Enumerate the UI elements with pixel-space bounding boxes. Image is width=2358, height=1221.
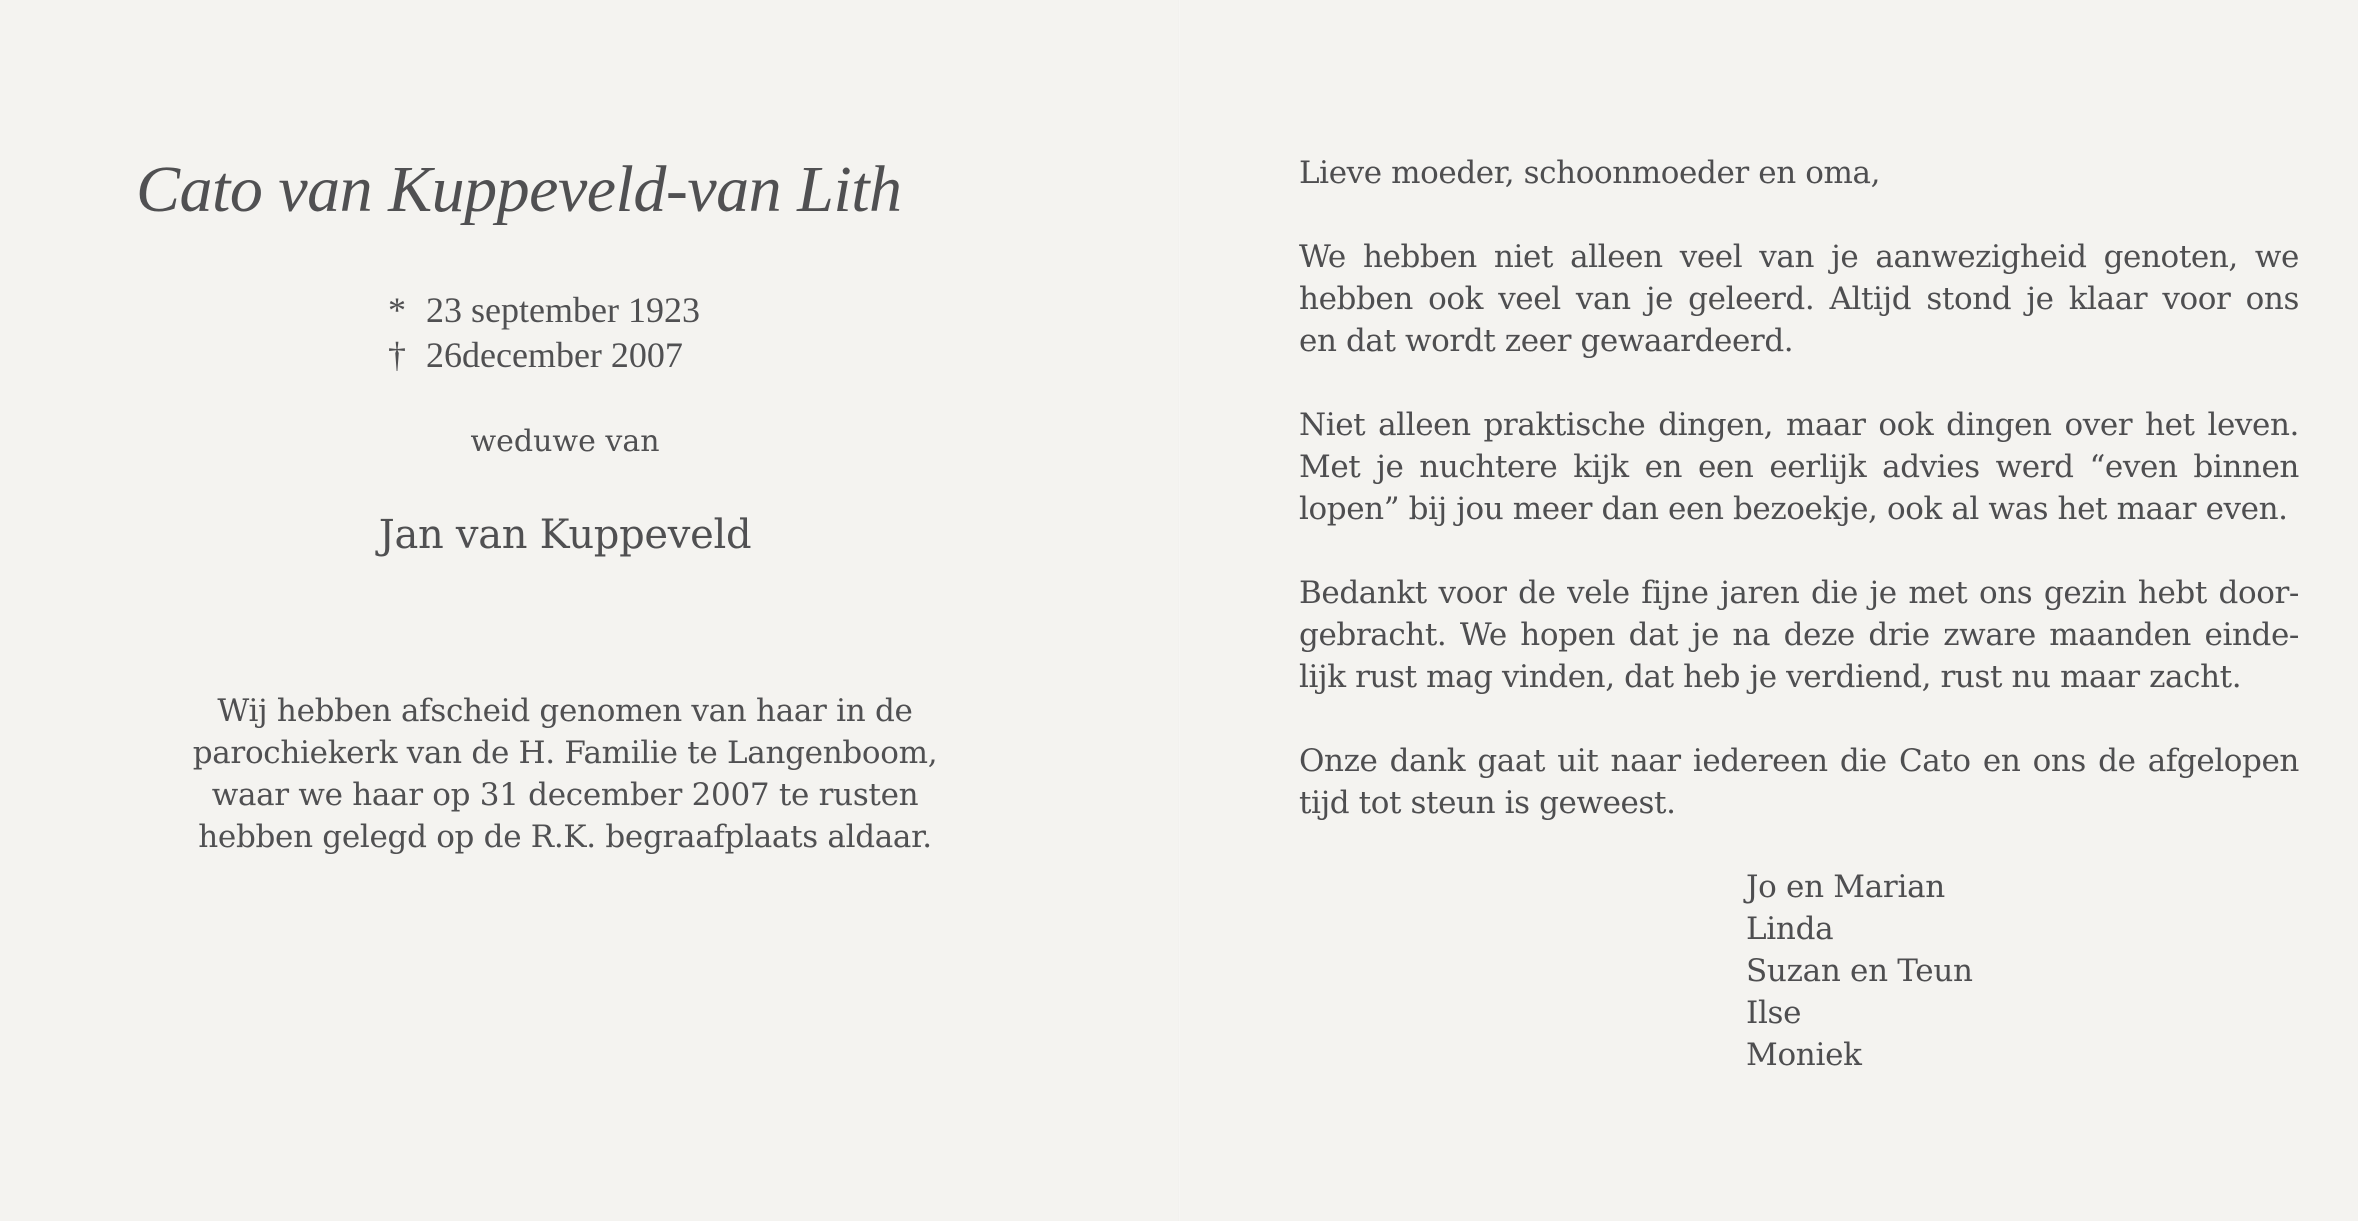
letter-paragraph: [1299, 740, 2299, 824]
letter-line: hebben ook veel van je geleerd. Altijd stond je klaar voor ons: [1299, 281, 2299, 317]
farewell-line: hebben gelegd op de R.K. begraafplaats aldaar.: [198, 819, 932, 855]
farewell-line: parochiekerk van de H. Familie te Langenboom,: [192, 735, 938, 771]
letter-line: gebracht. We hopen dat je na deze drie zware maanden einde-: [1299, 617, 2299, 653]
letter-paragraph: [1299, 236, 2299, 362]
letter-line: tijd tot steun is geweest.: [1299, 785, 1676, 821]
letter-paragraph: [1299, 404, 2299, 530]
birth-line: [388, 288, 700, 333]
letter-line: lopen” bij jou meer dan een bezoekje, ook al was het maar even.: [1299, 491, 2288, 527]
farewell-text: [0, 690, 1130, 858]
life-dates: [388, 288, 700, 378]
letter: [1299, 152, 2299, 866]
deceased-name: Cato van Kuppeveld-van Lith: [136, 153, 902, 226]
letter-line: Onze dank gaat uit naar iedereen die Cato en ons de afgelopen: [1299, 743, 2299, 779]
birth-symbol: *: [388, 290, 406, 330]
letter-line: Niet alleen praktische dingen, maar ook dingen over het leven.: [1299, 407, 2299, 443]
signature-line: Linda: [1746, 911, 1834, 947]
signature-line: Suzan en Teun: [1746, 953, 1973, 989]
signature-line: Moniek: [1746, 1037, 1862, 1073]
letter-line: Bedankt voor de vele fijne jaren die je met ons gezin hebt door-: [1299, 575, 2299, 611]
signature-line: Ilse: [1746, 995, 1802, 1031]
letter-line: Met je nuchtere kijk en een eerlijk advies werd “even binnen: [1299, 449, 2299, 485]
letter-greeting: Lieve moeder, schoonmoeder en oma,: [1299, 155, 1881, 191]
letter-line: en dat wordt zeer gewaardeerd.: [1299, 323, 1794, 359]
signatures: [1746, 866, 1973, 1076]
letter-paragraph: [1299, 572, 2299, 698]
letter-line: lijk rust mag vinden, dat heb je verdiend, rust nu maar zacht.: [1299, 659, 2242, 695]
birth-date: 23 september 1923: [426, 290, 700, 330]
death-line: [388, 333, 700, 378]
death-date: 26december 2007: [426, 335, 683, 375]
death-symbol: †: [388, 335, 406, 375]
husband-name: Jan van Kuppeveld: [378, 512, 752, 558]
farewell-line: waar we haar op 31 december 2007 te rusten: [211, 777, 919, 813]
farewell-line: Wij hebben afscheid genomen van haar in de: [217, 693, 913, 729]
letter-line: We hebben niet alleen veel van je aanwezigheid genoten, we: [1299, 239, 2299, 275]
signature-line: Jo en Marian: [1746, 869, 1945, 905]
card-fold: [1178, 0, 1180, 1221]
widow-label: weduwe van: [470, 424, 660, 459]
